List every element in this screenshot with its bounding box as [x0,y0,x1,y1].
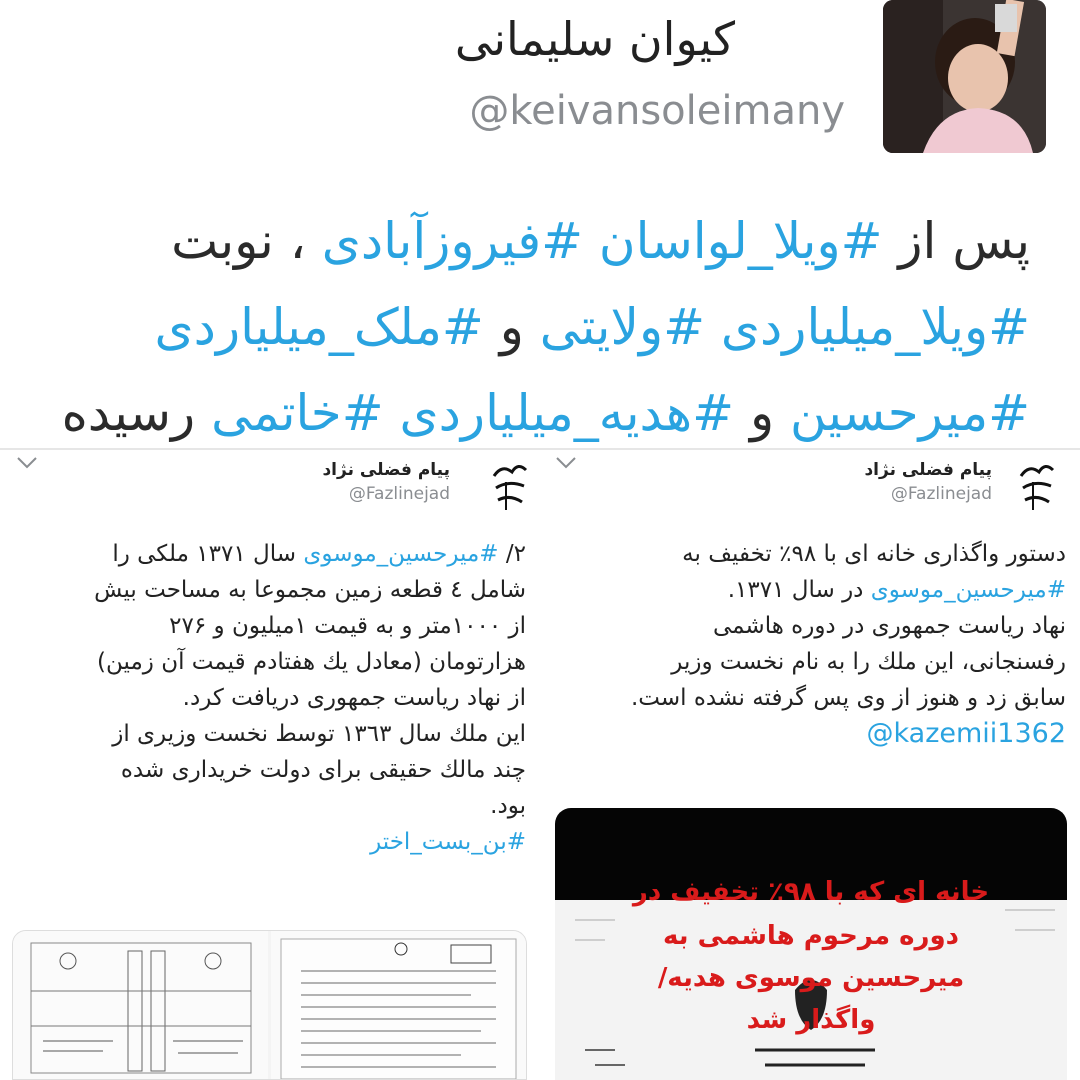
body-line: سابق زد و هنوز از وی پس گرفته نشده است. [630,685,1066,711]
hashtag-link[interactable]: #فیروزآبادی [321,212,583,270]
media-caption-line: دوره مرحوم هاشمی به [663,921,959,951]
body-line: از نهاد ریاست جمهوری دریافت کرد. [182,685,526,711]
body-line: این ملك سال ۱۳٦۳ توسط نخست وزیری از [112,721,526,747]
media-caption-line: میرحسین موسوی هدیه/ [657,963,965,993]
body-line [16,536,526,572]
text-fragment: سال ۱۳۷۱ ملکی را [112,541,304,567]
quoted-tweet-body [556,536,1066,752]
author-handle[interactable]: @Fazlinejad [890,484,992,504]
media-image[interactable] [555,808,1067,1080]
document-image-right[interactable] [271,931,526,1080]
body-line: نهاد ریاست جمهوری در دوره هاشمی [712,613,1066,639]
body-line: دستور واگذاری خانه ای با ۹۸٪ تخفیف به [682,541,1066,567]
text-fragment: ، نوبت [171,212,322,270]
hashtag-link[interactable]: #میرحسین_موسوی [870,577,1066,603]
text-fragment: پس از [882,212,1030,270]
body-line: شامل ٤ قطعه زمین مجموعا به مساحت بیش [94,577,526,603]
main-tweet-text [30,198,1030,456]
avatar[interactable] [883,0,1046,153]
hashtag-link[interactable]: #میرحسین [789,384,1030,442]
tweet-line-1 [30,198,1030,284]
hashtag-link[interactable]: #هدیه_میلیاردی [399,384,735,442]
author-name[interactable]: پیام فضلی نژاد [322,460,450,480]
user-handle[interactable]: @keivansoleimany [469,88,845,134]
media-caption-line: واگذار شد [746,1005,876,1035]
author-logo-icon[interactable] [488,458,532,518]
body-line [556,572,1066,608]
quoted-tweet-right[interactable] [545,450,1080,1080]
text-fragment [583,212,599,270]
hashtag-link[interactable]: #ویلا_میلیاردی [720,298,1030,356]
text-fragment: ۲/ [498,541,526,567]
hashtag-link[interactable]: #ملک_میلیاردی [154,298,484,356]
quoted-tweet-body [16,536,526,860]
text-fragment [705,298,721,356]
text-fragment: و [734,384,790,442]
hashtag-link[interactable]: #میرحسین_موسوی [303,541,499,567]
mention-link[interactable]: @kazemii1362 [866,718,1066,749]
document-images[interactable] [12,930,527,1080]
body-line: از ۱۰۰۰متر و به قیمت ۱میلیون و ۲۷۶ [169,613,526,639]
body-line: بود. [490,793,526,819]
text-fragment: در سال ۱۳۷۱. [727,577,871,603]
text-fragment: رسیده [61,384,212,442]
body-line: چند مالك حقیقی برای دولت خریداری شده [120,757,526,783]
quoted-tweet-left[interactable] [0,450,540,1080]
tweet-line-2 [30,284,1030,370]
hashtag-link[interactable]: #خاتمی [211,384,384,442]
hashtag-link[interactable]: #ویلا_لواسان [598,212,883,270]
chevron-down-icon[interactable] [555,454,577,475]
chevron-down-icon[interactable] [16,454,38,475]
display-name: کیوان سلیمانی [454,12,735,66]
body-line: رفسنجانی، این ملك را به نام نخست وزیر [671,649,1066,675]
author-logo-icon[interactable] [1015,458,1059,518]
hashtag-link[interactable]: #بن_بست_اختر [370,829,526,855]
text-fragment: و [483,298,540,356]
profile-header [0,0,1080,170]
text-fragment [384,384,400,442]
body-line: هزارتومان (معادل یك هفتادم قیمت آن زمین) [97,649,526,675]
tweet-line-3 [30,370,1030,456]
media-caption-line: خانه ای که با ۹۸٪ تخفیف در [632,877,990,907]
author-handle[interactable]: @Fazlinejad [348,484,450,504]
author-name[interactable]: پیام فضلی نژاد [864,460,992,480]
document-image-left[interactable] [13,931,268,1080]
hashtag-link[interactable]: #ولایتی [539,298,705,356]
